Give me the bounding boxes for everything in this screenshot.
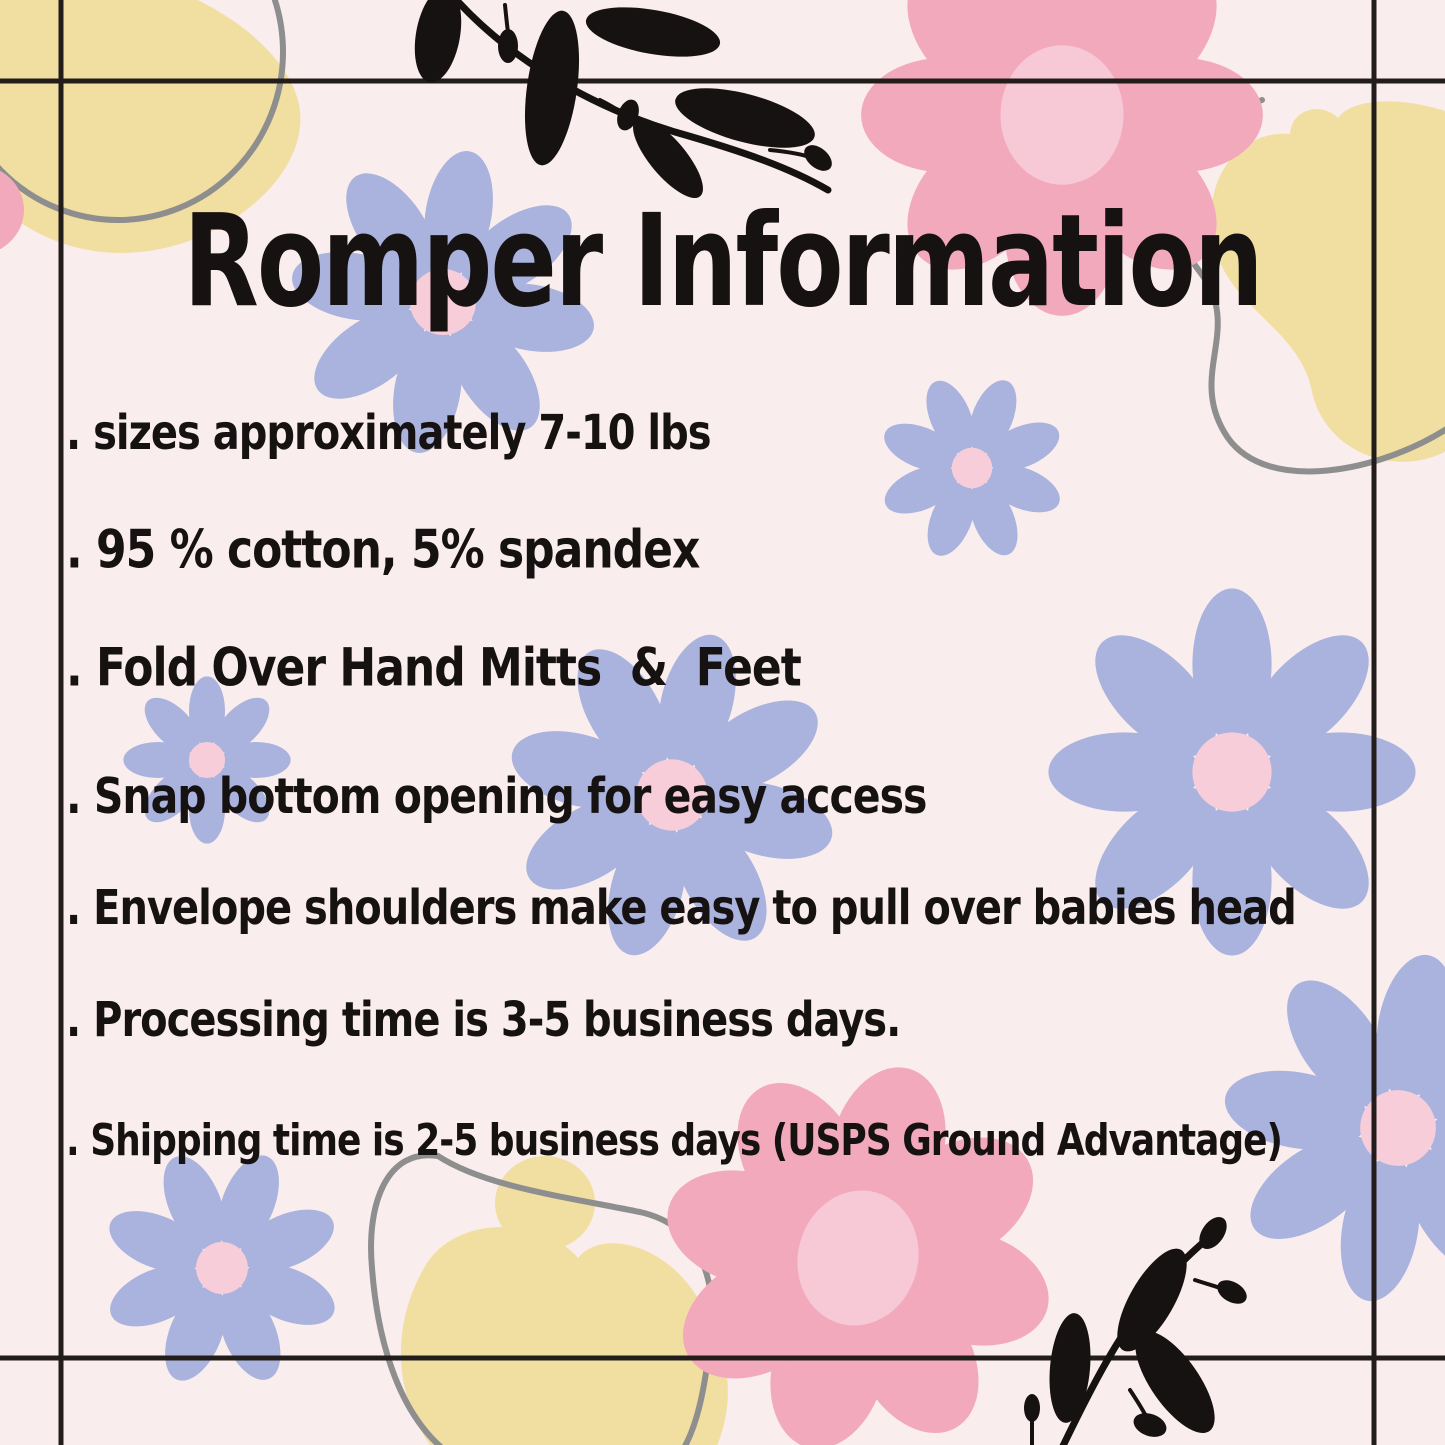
bullet-sizes: . sizes approximately 7-10 lbs: [66, 405, 711, 461]
bullet-fold-over: . Fold Over Hand Mitts & Feet: [66, 637, 801, 699]
bullet-processing: . Processing time is 3-5 business days.: [66, 992, 901, 1048]
daisy-small-right: [850, 346, 1094, 590]
page-title: Romper Information: [183, 188, 1262, 337]
bullet-fabric: . 95 % cotton, 5% spandex: [66, 519, 700, 581]
bullet-shipping: . Shipping time is 2-5 business days (USPS Ground Advantage): [66, 1116, 1282, 1166]
black-branch-bottom-right: [1024, 1212, 1251, 1445]
yellow-blob-bottom-middle: [401, 1227, 728, 1445]
bullet-envelope: . Envelope shoulders make easy to pull over babies head: [66, 880, 1296, 936]
bullet-snap: . Snap bottom opening for easy access: [66, 767, 927, 826]
